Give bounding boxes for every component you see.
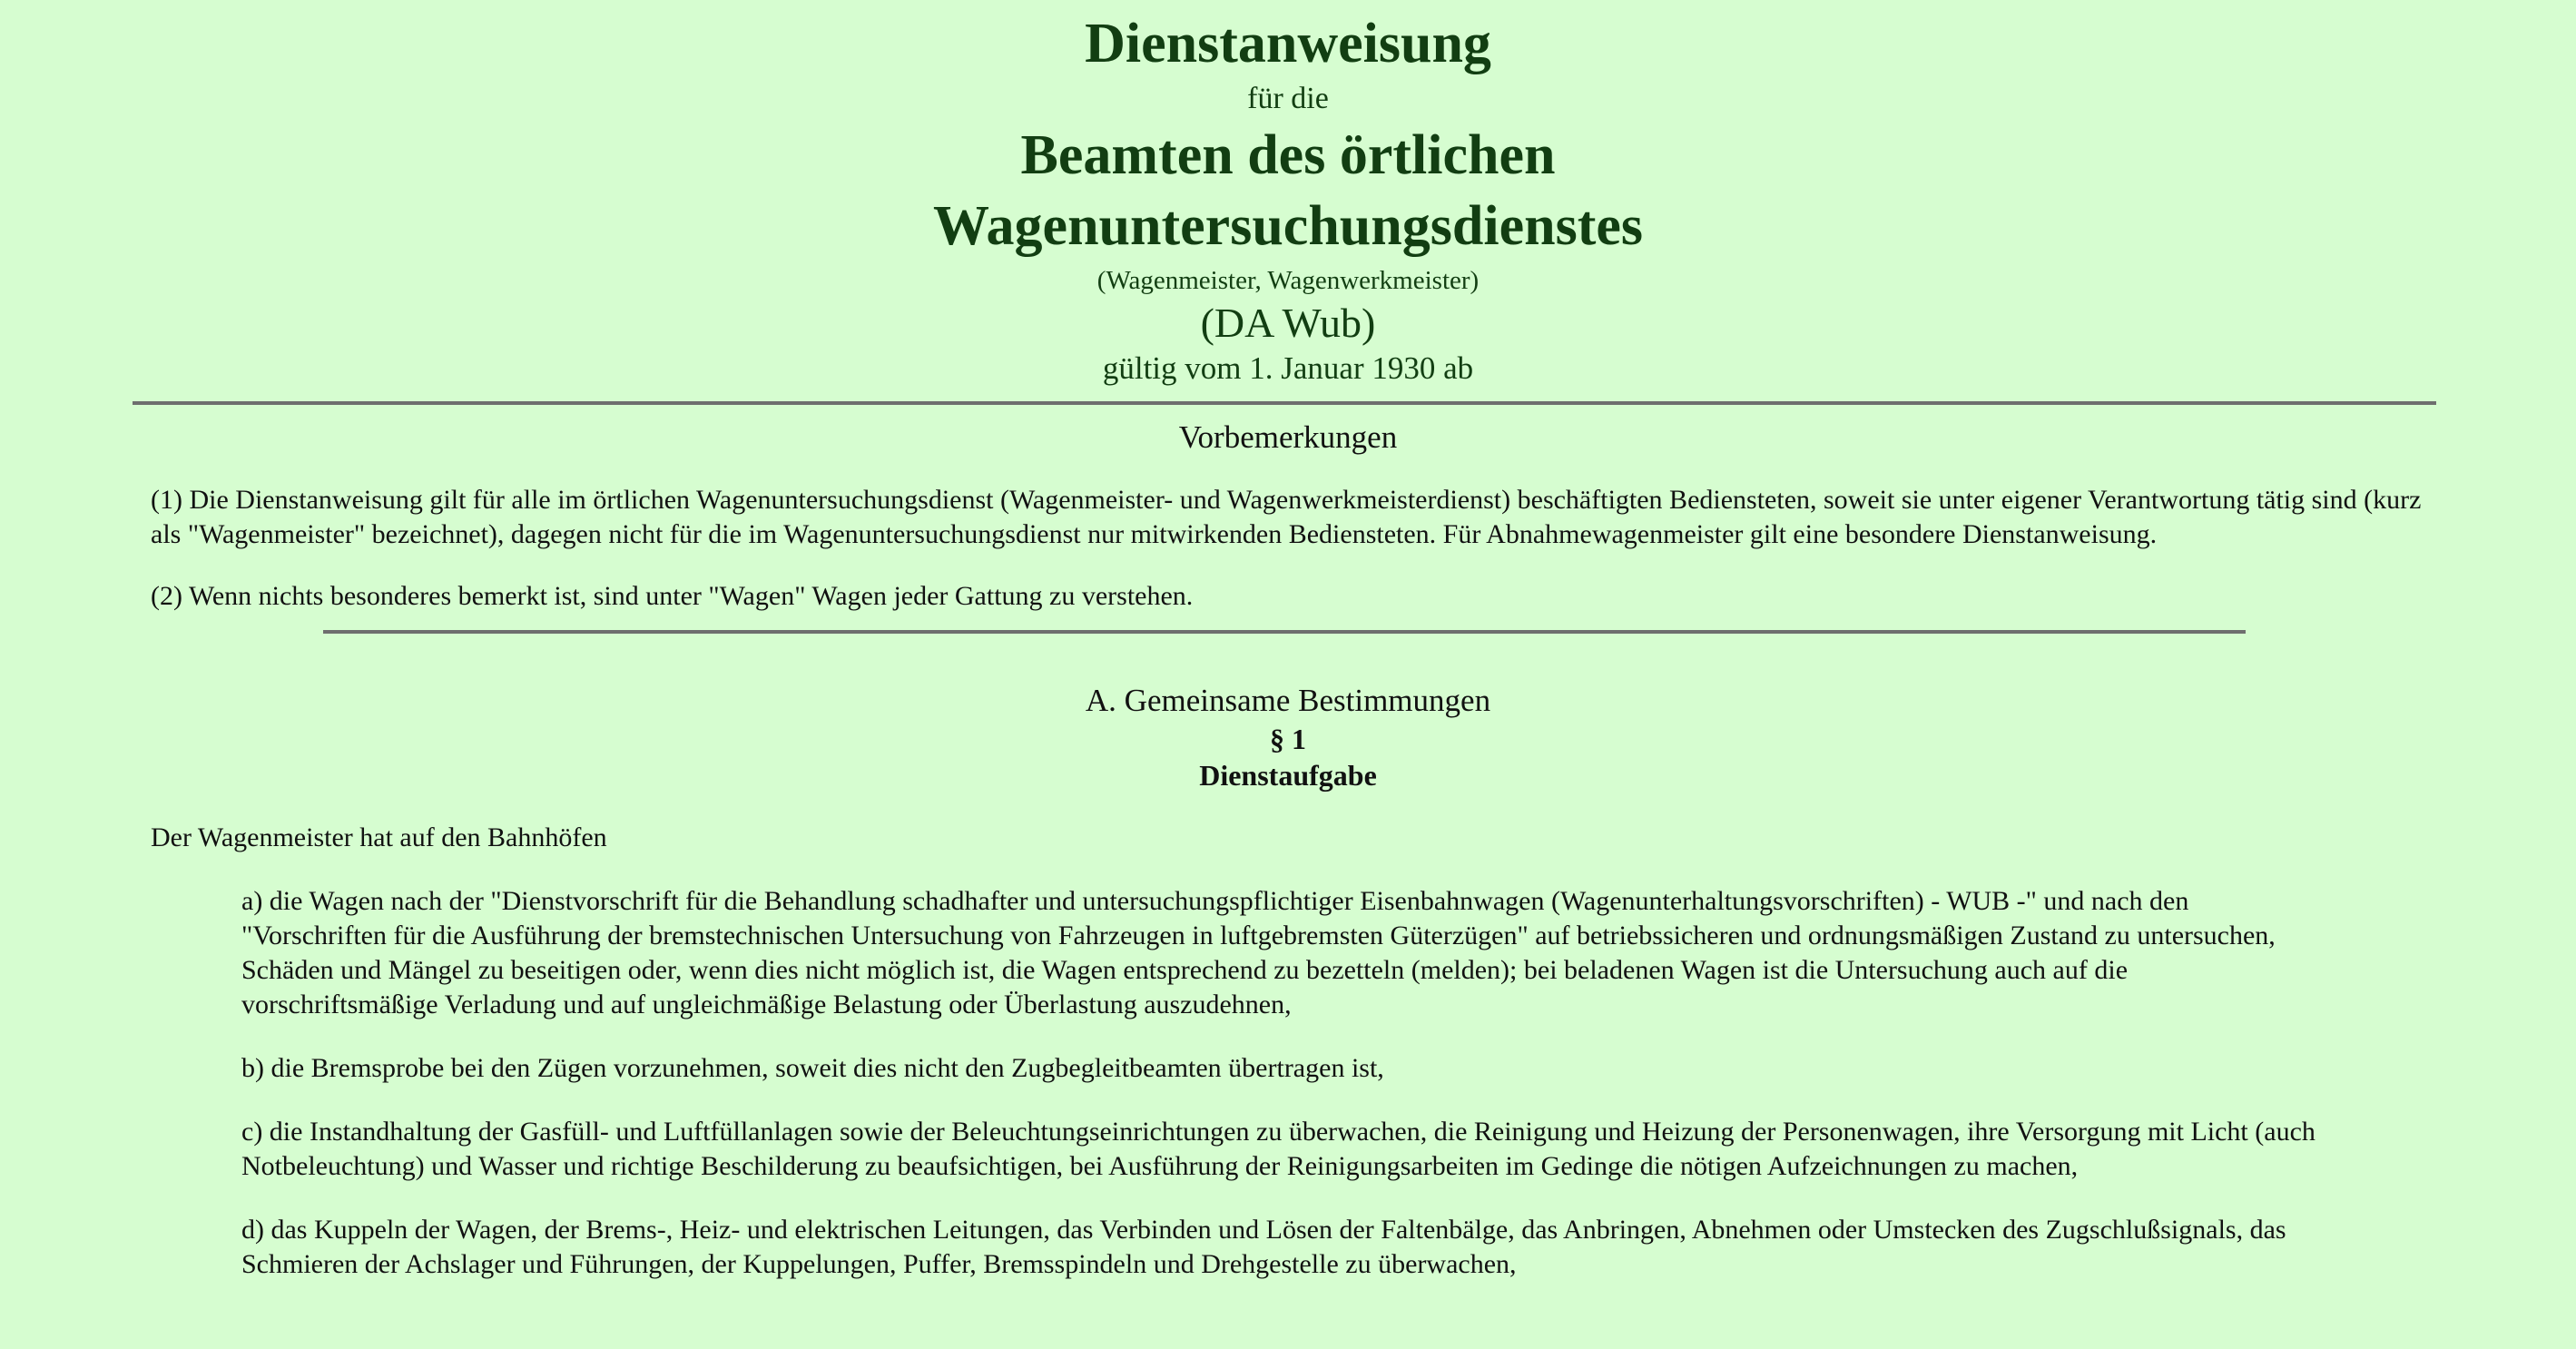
list-item-b: b) die Bremsprobe bei den Zügen vorzunehmen, soweit dies nicht den Zugbegleitbeamten übertragen ist, <box>241 1053 1384 1083</box>
title-line-2: Beamten des örtlichen <box>1020 124 1556 186</box>
title-line-3: Wagenuntersuchungsdienstes <box>932 195 1644 257</box>
list-item-d: d) das Kuppeln der Wagen, der Brems-, Heiz- und elektrischen Leitungen, das Verbinden und Lösen der Faltenbälge, das Anbringen, Abnehmen oder Umstecken des Zugschlußsignals, das Schmieren der Achslager und Führungen, der Kuppelungen, Puffer, Bremsspindeln und Drehgestelle zu überwachen, <box>241 1215 2286 1279</box>
list-item-c: c) die Instandhaltung der Gasfüll- und Luftfüllanlagen sowie der Beleuchtungseinrichtungen zu überwachen, die Reinigung und Heizung der Personenwagen, ihre Versorgung mit Licht (auch Notbeleuchtung) und Wasser und richtige Beschilderung zu beaufsichtigen, bei Ausführung der Reinigungsarbeiten im Gedinge die nötigen Aufzeichnungen zu machen, <box>241 1117 2315 1181</box>
preface-paragraph-1: (1) Die Dienstanweisung gilt für alle im örtlichen Wagenuntersuchungsdienst (Wagenmeister- und Wagenwerkmeisterdienst) beschäftigten Bediensteten, soweit sie unter eigener Verantwortung tätig sind (kurz als "Wagenmeister" bezeichnet), dagegen nicht für die im Wagenuntersuchungsdienst nur mitwirkenden Bediensteten. Für Abnahmewagenmeister gilt eine besondere Dienstanweisung. <box>151 485 2422 549</box>
document-title: Dienstanweisung <box>1085 13 1491 74</box>
document-header <box>0 9 2576 389</box>
document-abbreviation: (DA Wub) <box>1200 300 1376 346</box>
title-connector: für die <box>1247 82 1329 115</box>
title-parenthetical: (Wagenmeister, Wagenwerkmeister) <box>1096 266 1480 295</box>
preface-paragraph-2: (2) Wenn nichts besonderes bemerkt ist, sind unter "Wagen" Wagen jeder Gattung zu verstehen. <box>151 581 1194 611</box>
section-a-heading: A. Gemeinsame Bestimmungen <box>1085 683 1491 718</box>
header-divider <box>133 401 2436 405</box>
section-divider <box>323 630 2246 634</box>
validity-date: gültig vom 1. Januar 1930 ab <box>1102 350 1474 386</box>
section-a-intro: Der Wagenmeister hat auf den Bahnhöfen <box>151 822 607 852</box>
paragraph-title: Dienstaufgabe <box>1199 759 1377 792</box>
preface-heading: Vorbemerkungen <box>1178 419 1398 455</box>
list-item-a: a) die Wagen nach der "Dienstvorschrift für die Behandlung schadhafter und untersuchungspflichtiger Eisenbahnwagen (Wagenunterhaltungsvorschriften) - WUB -" und nach den "Vorschriften für die Ausführung der bremstechnischen Untersuchung von Fahrzeugen in luftgebremsten Güterzügen" auf betriebssicheren und ordnungsmäßigen Zustand zu untersuchen, Schäden und Mängel zu beseitigen oder, wenn dies nicht möglich ist, die Wagen entsprechend zu bezetteln (melden); bei beladenen Wagen ist die Untersuchung auch auf die vorschriftsmäßige Verladung und auf ungleichmäßige Belastung oder Überlastung auszudehnen, <box>241 886 2276 1019</box>
paragraph-sign: § 1 <box>1270 723 1306 755</box>
